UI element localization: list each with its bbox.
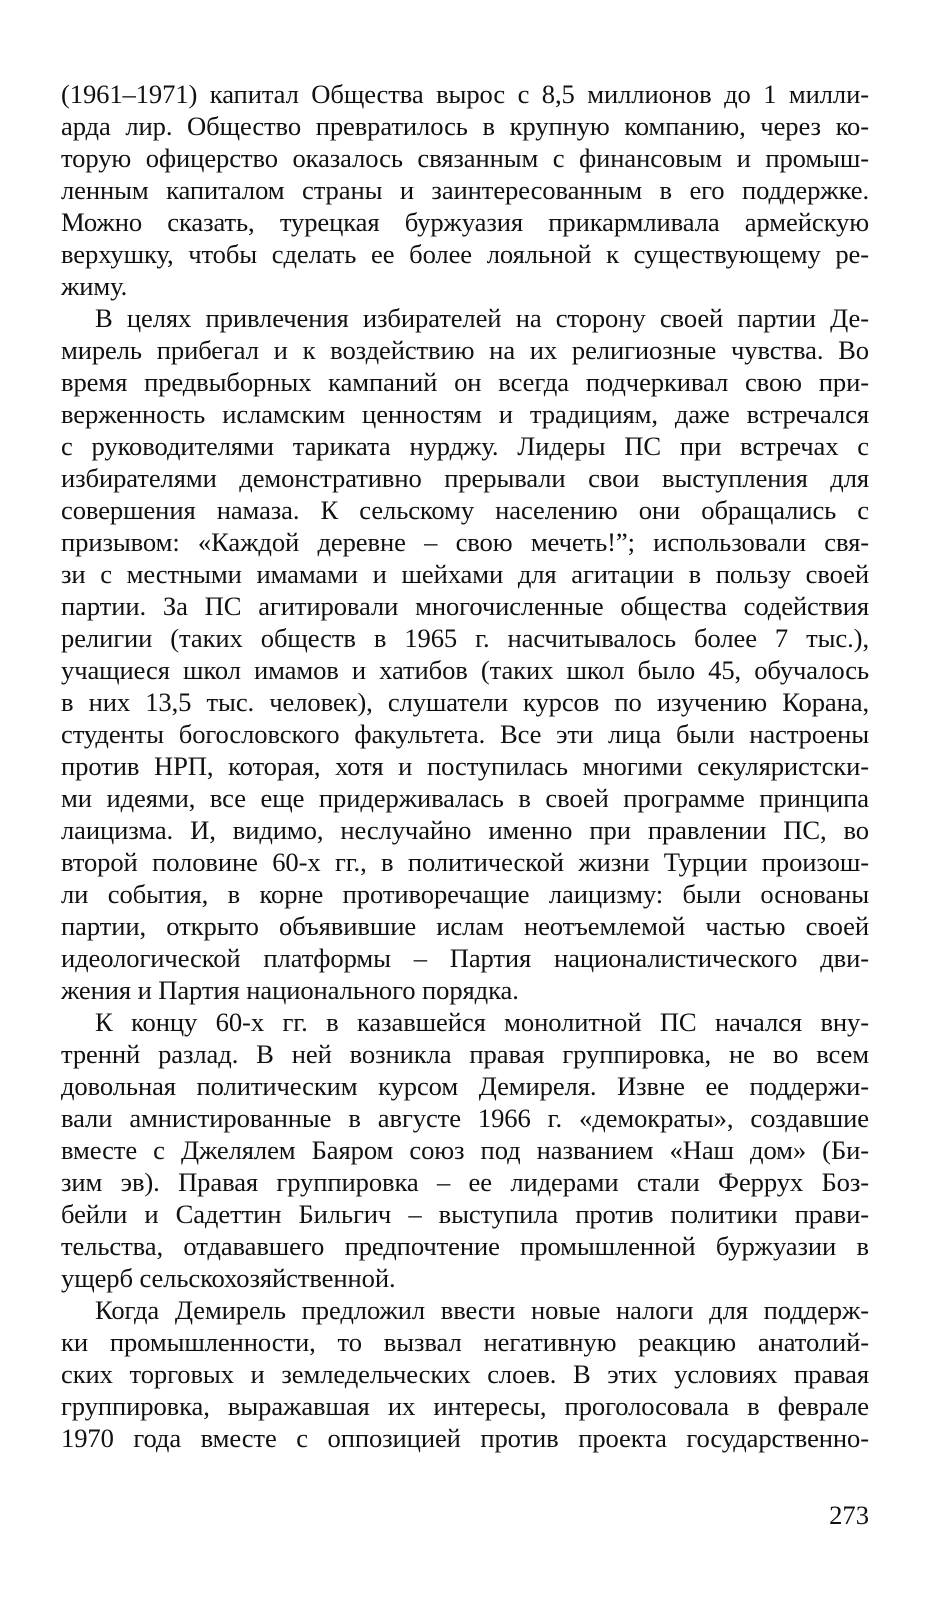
page-number: 273 (829, 1500, 869, 1530)
text-line: торую офицерство оказалось связанным с финансовым и промыш- (61, 143, 869, 173)
text-line: партии, открыто объявившие ислам неотъемлемой частью своей (61, 911, 869, 941)
text-line: партии. За ПС агитировали многочисленные общества содействия (61, 591, 869, 621)
text-line: жения и Партия национального порядка. (61, 975, 519, 1005)
text-line: с руководителями тариката нурджу. Лидеры ПС при встречах с (61, 431, 869, 461)
text-line: избирателями демонстративно прерывали свои выступления для (61, 463, 869, 493)
text-line: зи с местными имамами и шейхами для агитации в пользу своей (61, 559, 869, 589)
text-line: тельства, отдававшего предпочтение промышленной буржуазии в (61, 1231, 869, 1261)
text-line: второй половине 60-х гг., в политической жизни Турции произош- (61, 847, 869, 877)
text-line: (1961–1971) капитал Общества вырос с 8,5 миллионов до 1 милли- (61, 79, 869, 109)
text-line: Можно сказать, турецкая буржуазия прикармливала армейскую (61, 207, 869, 237)
text-line: Когда Демирель предложил ввести новые налоги для поддерж- (95, 1295, 869, 1325)
text-line: в них 13,5 тыс. человек), слушатели курсов по изучению Корана, (61, 687, 869, 717)
text-line: мирель прибегал и к воздействию на их религиозные чувства. Во (61, 335, 869, 365)
text-line: группировка, выражавшая их интересы, проголосовала в феврале (61, 1391, 869, 1421)
text-line: верхушку, чтобы сделать ее более лояльной к существующему ре- (61, 239, 869, 269)
text-line: против НРП, которая, хотя и поступилась многими секуляристски- (61, 751, 869, 781)
text-line: вали амнистированные в августе 1966 г. «демократы», создавшие (61, 1103, 869, 1133)
text-line: время предвыборных кампаний он всегда подчеркивал свою при- (61, 367, 869, 397)
text-line: идеологической платформы – Партия националистического дви- (61, 943, 869, 973)
text-line: учащиеся школ имамов и хатибов (таких школ было 45, обучалось (61, 655, 869, 685)
text-line: ущерб сельскохозяйственной. (61, 1263, 396, 1293)
text-line: религии (таких обществ в 1965 г. насчитывалось более 7 тыс.), (61, 623, 869, 653)
paragraph (61, 78, 869, 302)
text-line: ленным капиталом страны и заинтересованным в его поддержке. (61, 175, 869, 205)
text-line: совершения намаза. К сельскому населению они обращались с (61, 495, 869, 525)
paragraph (61, 1294, 869, 1454)
text-line: В целях привлечения избирателей на сторону своей партии Де- (95, 303, 869, 333)
text-line: ли события, в корне противоречащие лаицизму: были основаны (61, 879, 869, 909)
text-line: ми идеями, все еще придерживалась в своей программе принципа (61, 783, 869, 813)
text-line: зим эв). Правая группировка – ее лидерами стали Феррух Боз- (61, 1167, 869, 1197)
text-line: призывом: «Каждой деревне – свою мечеть!”; использовали свя- (61, 527, 869, 557)
text-line: ки промышленности, то вызвал негативную реакцию анатолий- (61, 1327, 869, 1357)
text-line: К концу 60-х гг. в казавшейся монолитной ПС начался вну- (95, 1007, 869, 1037)
text-line: довольная политическим курсом Демиреля. Извне ее поддержи- (61, 1071, 869, 1101)
book-page-text (61, 78, 869, 1454)
paragraph (61, 302, 869, 1006)
text-line: бейли и Садеттин Бильгич – выступила против политики прави- (61, 1199, 869, 1229)
text-line: 1970 года вместе с оппозицией против проекта государственно- (61, 1423, 869, 1453)
text-line: арда лир. Общество превратилось в крупную компанию, через ко- (61, 111, 869, 141)
text-line: лаицизма. И, видимо, неслучайно именно при правлении ПС, во (61, 815, 869, 845)
paragraph (61, 1006, 869, 1294)
text-line: студенты богословского факультета. Все эти лица были настроены (61, 719, 869, 749)
text-line: треннй разлад. В ней возникла правая группировка, не во всем (61, 1039, 869, 1069)
text-line: вместе с Джелялем Баяром союз под названием «Наш дом» (Би- (61, 1135, 869, 1165)
text-line: жиму. (61, 271, 128, 301)
text-line: верженность исламским ценностям и традициям, даже встречался (61, 399, 869, 429)
text-line: ских торговых и земледельческих слоев. В этих условиях правая (61, 1359, 869, 1389)
